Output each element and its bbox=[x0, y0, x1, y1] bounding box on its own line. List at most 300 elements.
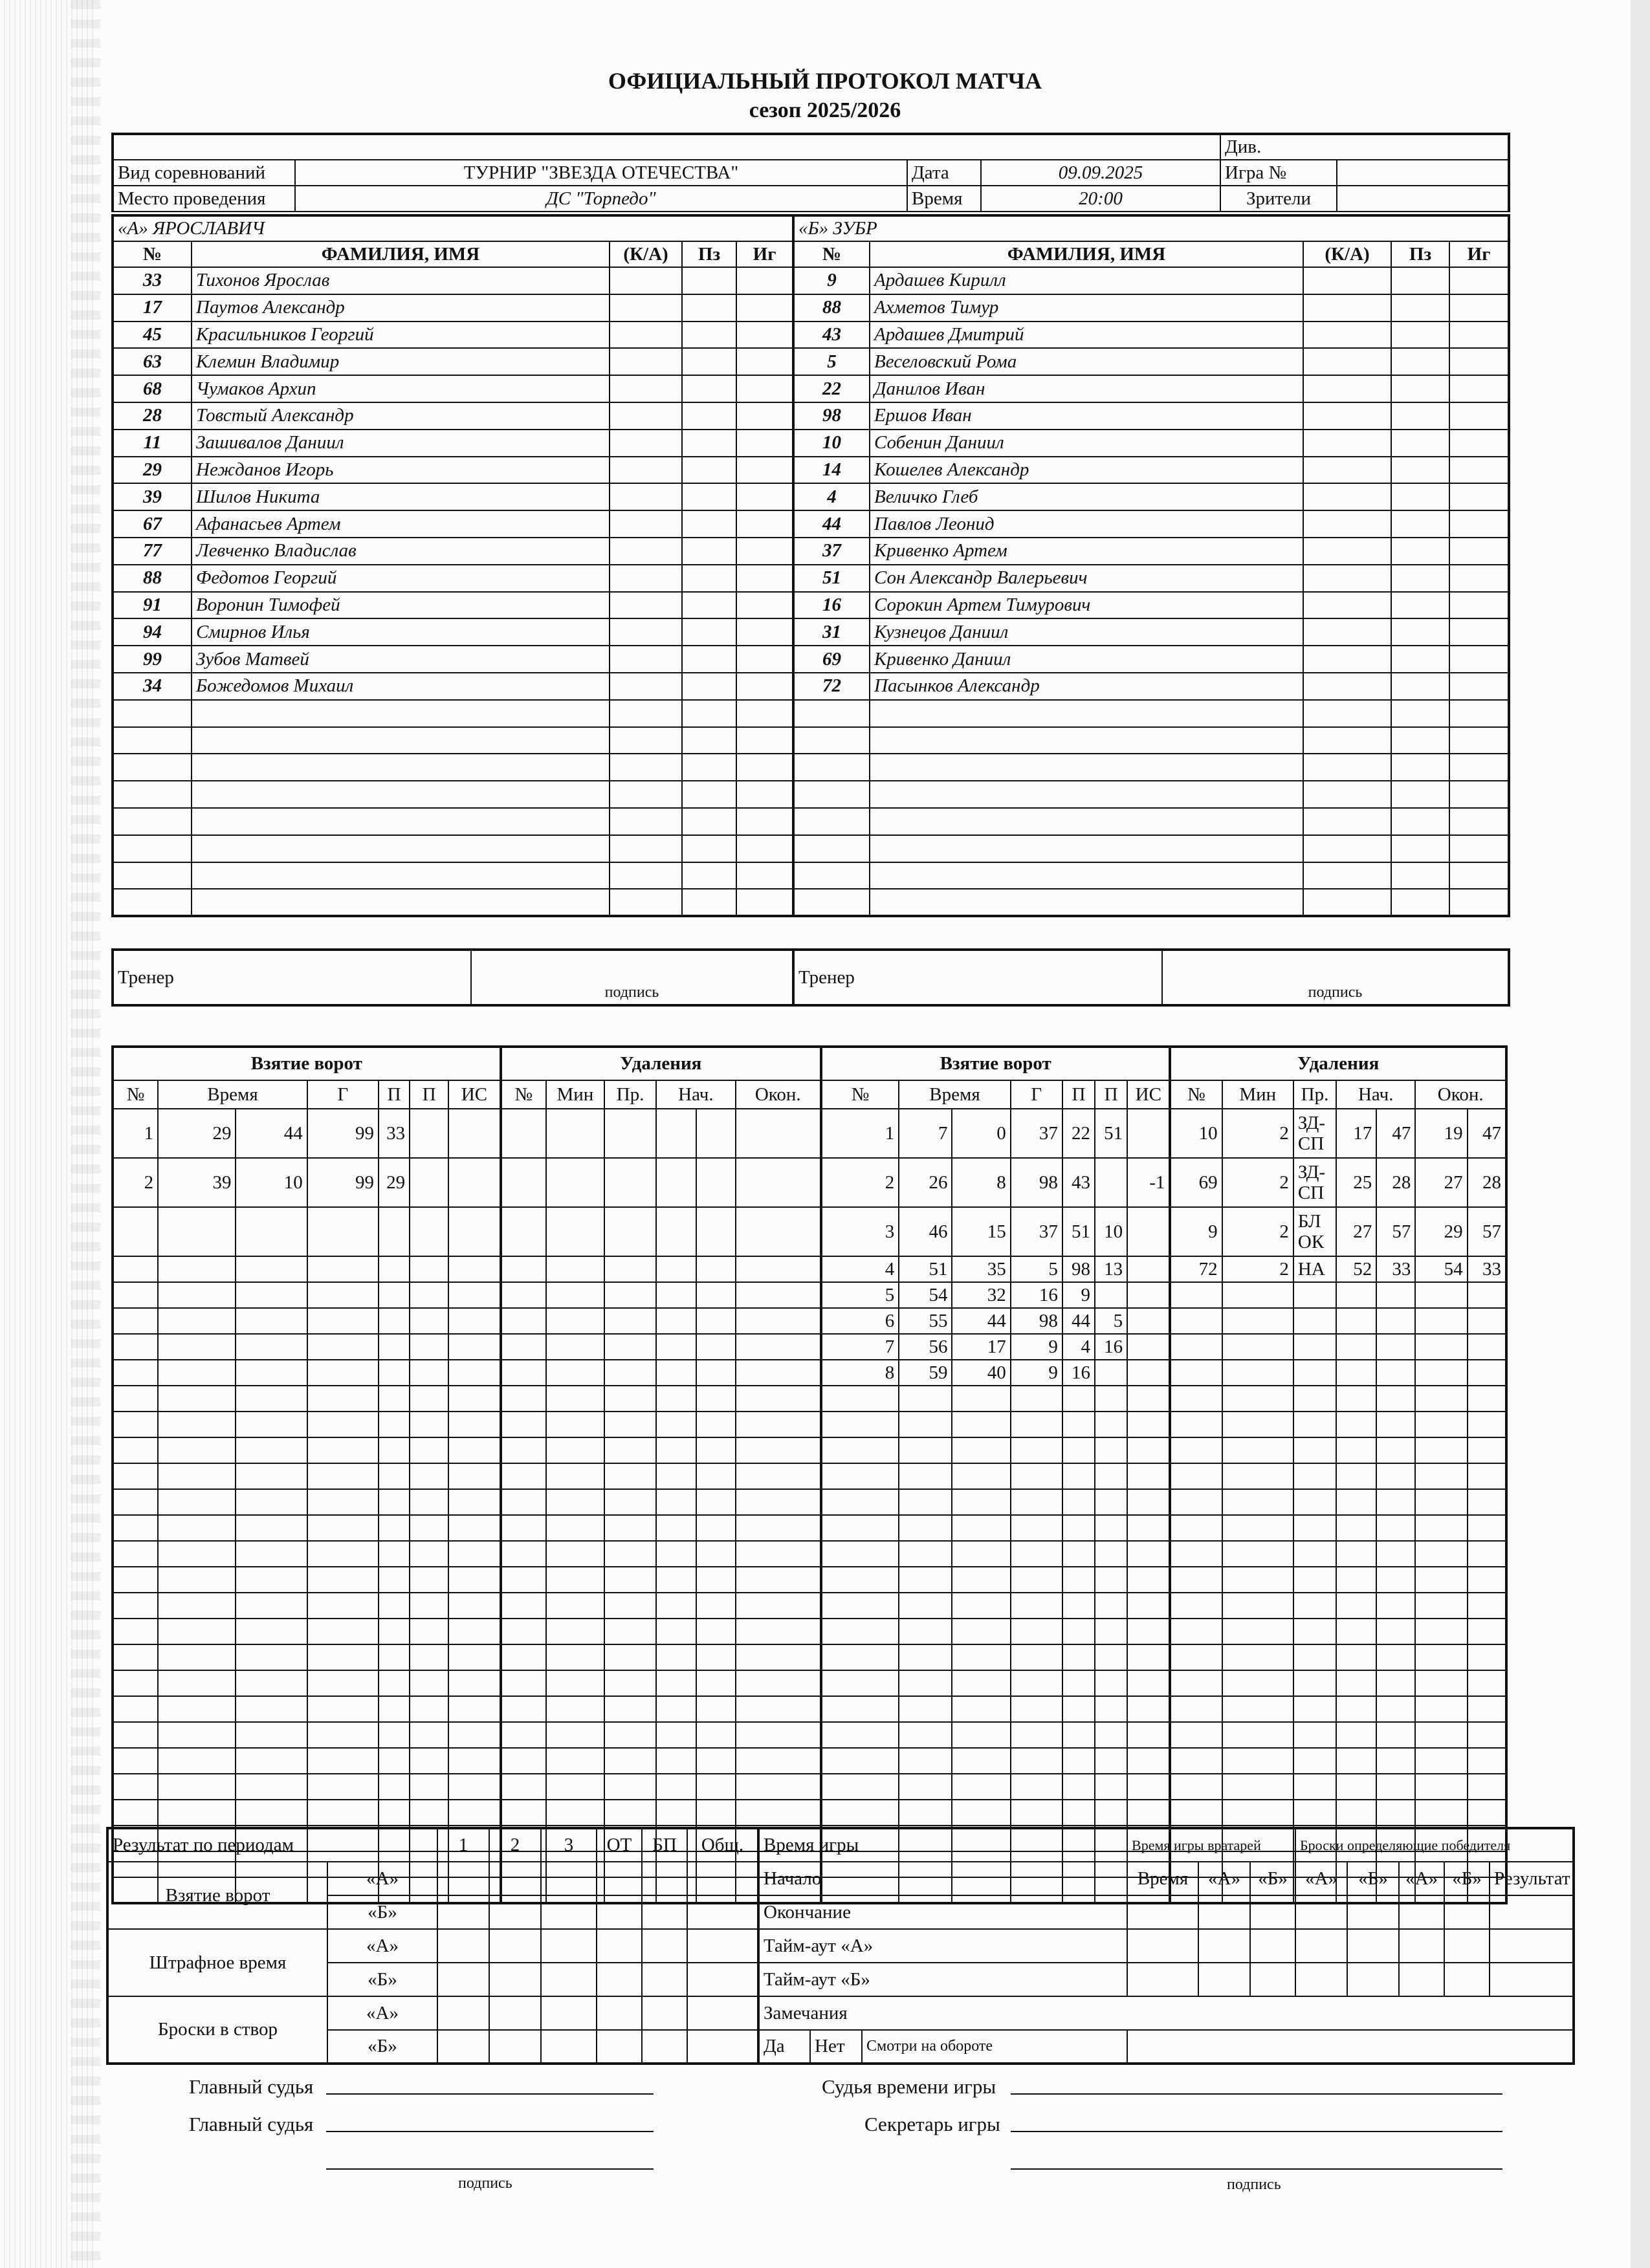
goal-b-n: 7 bbox=[821, 1334, 899, 1360]
player-ig bbox=[736, 510, 793, 538]
pen-a-cell bbox=[656, 1207, 696, 1256]
player-name: Кривенко Артем bbox=[870, 538, 1303, 565]
col-name: ФАМИЛИЯ, ИМЯ bbox=[870, 241, 1303, 267]
goal-b-g bbox=[1011, 1748, 1062, 1774]
team-name: ЗУБР bbox=[833, 218, 877, 239]
period-2: 2 bbox=[489, 1828, 541, 1862]
goal-a-is bbox=[448, 1800, 500, 1826]
pen-b-ss: 47 bbox=[1376, 1109, 1415, 1158]
goal-a-a2 bbox=[410, 1207, 448, 1256]
player-pz bbox=[1391, 754, 1449, 781]
goal-b-min bbox=[899, 1515, 952, 1541]
pen-a-cell bbox=[736, 1619, 821, 1644]
player-ka bbox=[1303, 673, 1391, 700]
goal-a-n bbox=[113, 1619, 158, 1644]
goal-a-a2 bbox=[410, 1308, 448, 1334]
table-row bbox=[113, 1334, 1506, 1360]
goal-b-sec: 17 bbox=[952, 1334, 1010, 1360]
table-row bbox=[113, 1541, 1506, 1567]
table-row bbox=[113, 510, 793, 538]
goal-a-min bbox=[158, 1412, 236, 1437]
table-row bbox=[113, 889, 793, 916]
player-pz bbox=[1391, 294, 1449, 322]
goal-a-min bbox=[158, 1256, 236, 1282]
pen-a-cell bbox=[604, 1109, 656, 1158]
goal-a-n bbox=[113, 1207, 158, 1256]
goal-a-sec bbox=[236, 1489, 307, 1515]
goal-b-a2 bbox=[1095, 1282, 1127, 1308]
pen-b-min: 2 bbox=[1222, 1207, 1293, 1256]
table-row bbox=[793, 348, 1509, 375]
player-pz bbox=[682, 618, 736, 646]
goal-b-a1: 51 bbox=[1062, 1207, 1095, 1256]
pen-b-no bbox=[1170, 1593, 1222, 1619]
pen-b-no bbox=[1170, 1774, 1222, 1800]
pen-b-em bbox=[1415, 1722, 1467, 1748]
goal-a-n bbox=[113, 1567, 158, 1593]
pen-b-no bbox=[1170, 1722, 1222, 1748]
goal-a-g bbox=[307, 1308, 379, 1334]
table-row bbox=[113, 1722, 1506, 1748]
goal-a-sec bbox=[236, 1334, 307, 1360]
table-row bbox=[793, 267, 1509, 294]
gk-time-col: Время bbox=[1127, 1862, 1198, 1895]
pen-a-cell bbox=[736, 1463, 821, 1489]
goal-b-g: 37 bbox=[1011, 1109, 1062, 1158]
goal-b-min bbox=[899, 1748, 952, 1774]
goal-b-a1 bbox=[1062, 1670, 1095, 1696]
player-pz bbox=[1391, 618, 1449, 646]
pen-b-pr bbox=[1293, 1334, 1336, 1360]
player-ig bbox=[736, 483, 793, 510]
goal-b-sec: 40 bbox=[952, 1360, 1010, 1386]
pen-b-em bbox=[1415, 1696, 1467, 1722]
player-ka bbox=[610, 592, 682, 619]
goal-b-n: 4 bbox=[821, 1256, 899, 1282]
pen-b-ss: 57 bbox=[1376, 1207, 1415, 1256]
player-ig bbox=[736, 402, 793, 430]
goal-b-a1: 44 bbox=[1062, 1308, 1095, 1334]
pen-b-em: 27 bbox=[1415, 1158, 1467, 1207]
player-number bbox=[793, 835, 870, 862]
pen-b-ss: 28 bbox=[1376, 1158, 1415, 1207]
pen-b-pr bbox=[1293, 1256, 1336, 1282]
pen-a-cell bbox=[546, 1308, 604, 1334]
goal-a-sec: 44 bbox=[236, 1109, 307, 1158]
player-ka bbox=[1303, 808, 1391, 835]
pen-b-pr bbox=[1293, 1158, 1336, 1207]
result-by-periods-label: Результат по периодам bbox=[107, 1828, 437, 1862]
goal-b-min bbox=[899, 1619, 952, 1644]
goal-a-is bbox=[448, 1619, 500, 1644]
goal-a-n bbox=[113, 1360, 158, 1386]
pen-header-no: № bbox=[1170, 1080, 1222, 1109]
table-row bbox=[113, 1515, 1506, 1541]
goal-b-is bbox=[1127, 1463, 1170, 1489]
pen-a-cell bbox=[501, 1541, 546, 1567]
player-ka bbox=[610, 322, 682, 349]
pen-b-no bbox=[1170, 1489, 1222, 1515]
goal-a-g bbox=[307, 1541, 379, 1567]
pen-b-min bbox=[1222, 1722, 1293, 1748]
goal-b-a1 bbox=[1062, 1515, 1095, 1541]
pen-a-cell bbox=[656, 1386, 696, 1412]
goal-a-a1 bbox=[379, 1386, 410, 1412]
shots-b: «Б» bbox=[327, 2030, 437, 2064]
pen-header-end: Окон. bbox=[736, 1080, 821, 1109]
scan-edge-right bbox=[1631, 0, 1650, 2268]
goal-b-a2 bbox=[1095, 1158, 1127, 1207]
pen-a-cell bbox=[696, 1158, 735, 1207]
pen-header-min: Мин bbox=[1222, 1080, 1293, 1109]
goal-a-a1 bbox=[379, 1489, 410, 1515]
pen-a-cell bbox=[501, 1800, 546, 1826]
player-number: 9 bbox=[793, 267, 870, 294]
goal-a-sec bbox=[236, 1308, 307, 1334]
pen-b-no: 69 bbox=[1170, 1158, 1222, 1207]
table-row bbox=[113, 1670, 1506, 1696]
table-row bbox=[113, 646, 793, 673]
pen-a-cell bbox=[546, 1386, 604, 1412]
goal-b-n: 3 bbox=[821, 1207, 899, 1256]
goal-header-time: Время bbox=[158, 1080, 307, 1109]
player-ig bbox=[736, 430, 793, 457]
goal-b-a1: 98 bbox=[1062, 1256, 1095, 1282]
pen-a-cell bbox=[736, 1282, 821, 1308]
goal-a-g bbox=[307, 1334, 379, 1360]
goal-b-sec bbox=[952, 1515, 1010, 1541]
player-pz bbox=[1391, 808, 1449, 835]
pen-b-pr bbox=[1293, 1207, 1336, 1256]
player-pz bbox=[682, 592, 736, 619]
player-ka bbox=[1303, 457, 1391, 484]
pen-a-cell bbox=[696, 1282, 735, 1308]
so-b-col-1: «Б» bbox=[1347, 1862, 1399, 1895]
goal-b-min bbox=[899, 1644, 952, 1670]
table-row bbox=[113, 1386, 1506, 1412]
player-name bbox=[192, 727, 610, 754]
goal-header-no: № bbox=[113, 1080, 158, 1109]
table-row bbox=[113, 1109, 1506, 1158]
goal-a-min bbox=[158, 1386, 236, 1412]
goal-a-min: 39 bbox=[158, 1158, 236, 1207]
pen-a-cell bbox=[546, 1109, 604, 1158]
player-name: Сорокин Артем Тимурович bbox=[870, 592, 1303, 619]
player-name bbox=[870, 754, 1303, 781]
player-ig bbox=[736, 754, 793, 781]
goal-a-g bbox=[307, 1800, 379, 1826]
pen-b-em: 19 bbox=[1415, 1109, 1467, 1158]
goal-b-sec: 32 bbox=[952, 1282, 1010, 1308]
goal-a-a2 bbox=[410, 1109, 448, 1158]
pen-a-cell bbox=[656, 1515, 696, 1541]
player-ka bbox=[610, 727, 682, 754]
table-row bbox=[793, 322, 1509, 349]
goal-b-a1 bbox=[1062, 1437, 1095, 1463]
goal-b-is bbox=[1127, 1109, 1170, 1158]
pen-b-es bbox=[1468, 1489, 1506, 1515]
player-name: Левченко Владислав bbox=[192, 538, 610, 565]
goal-a-is bbox=[448, 1207, 500, 1256]
goal-b-min bbox=[899, 1696, 952, 1722]
player-pz bbox=[682, 510, 736, 538]
game-no-label: Игра № bbox=[1220, 160, 1337, 186]
table-row bbox=[113, 1800, 1506, 1826]
pen-a-cell bbox=[546, 1256, 604, 1282]
goal-b-a2 bbox=[1095, 1644, 1127, 1670]
goal-a-sec bbox=[236, 1696, 307, 1722]
table-row bbox=[113, 1308, 1506, 1334]
goal-a-a1: 29 bbox=[379, 1158, 410, 1207]
player-name bbox=[870, 835, 1303, 862]
pen-b-ss bbox=[1376, 1619, 1415, 1644]
player-pz bbox=[682, 781, 736, 808]
pen-header-pr: Пр. bbox=[1293, 1080, 1336, 1109]
goal-b-min: 7 bbox=[899, 1109, 952, 1158]
goal-a-n bbox=[113, 1437, 158, 1463]
pen-b-es bbox=[1468, 1437, 1506, 1463]
player-number bbox=[793, 754, 870, 781]
goal-a-g bbox=[307, 1722, 379, 1748]
chief-referee-label-2: Главный судья bbox=[189, 2113, 314, 2135]
goal-a-n: 2 bbox=[113, 1158, 158, 1207]
player-name: Смирнов Илья bbox=[192, 618, 610, 646]
player-ka bbox=[1303, 348, 1391, 375]
so-a-col-1: «А» bbox=[1295, 1862, 1347, 1895]
player-name: Клемин Владимир bbox=[192, 348, 610, 375]
venue-label: Место проведения bbox=[113, 186, 295, 212]
goals-b: «Б» bbox=[327, 1895, 437, 1929]
pen-a-cell bbox=[696, 1109, 735, 1158]
table-row bbox=[793, 727, 1509, 754]
pen-b-ss bbox=[1376, 1386, 1415, 1412]
player-ig bbox=[1449, 618, 1509, 646]
pen-header-start: Нач. bbox=[656, 1080, 735, 1109]
pen-a-cell bbox=[604, 1334, 656, 1360]
player-pz bbox=[1391, 835, 1449, 862]
goal-a-a2 bbox=[410, 1437, 448, 1463]
pen-a-cell bbox=[736, 1696, 821, 1722]
pen-b-em bbox=[1415, 1437, 1467, 1463]
table-row bbox=[113, 618, 793, 646]
goal-a-a2 bbox=[410, 1593, 448, 1619]
pen-a-cell bbox=[656, 1360, 696, 1386]
goal-a-n bbox=[113, 1334, 158, 1360]
table-row bbox=[113, 1748, 1506, 1774]
player-ka bbox=[610, 781, 682, 808]
pen-b-em bbox=[1415, 1670, 1467, 1696]
goal-a-a2 bbox=[410, 1696, 448, 1722]
pen-b-no bbox=[1170, 1334, 1222, 1360]
table-row bbox=[113, 808, 793, 835]
player-name bbox=[870, 889, 1303, 916]
player-ig bbox=[1449, 835, 1509, 862]
pen-b-es bbox=[1468, 1593, 1506, 1619]
pen-b-em: 54 bbox=[1415, 1256, 1467, 1282]
goal-a-is bbox=[448, 1463, 500, 1489]
player-ig bbox=[736, 592, 793, 619]
pen-b-es: 57 bbox=[1468, 1207, 1506, 1256]
table-row bbox=[113, 375, 793, 402]
goal-a-min bbox=[158, 1774, 236, 1800]
goal-a-is bbox=[448, 1593, 500, 1619]
pen-b-em bbox=[1415, 1593, 1467, 1619]
pen-header-end: Окон. bbox=[1415, 1080, 1506, 1109]
timekeeper-line bbox=[1011, 2093, 1502, 2095]
pen-a-cell bbox=[736, 1109, 821, 1158]
so-a-col-2: «А» bbox=[1399, 1862, 1444, 1895]
goal-b-a2: 13 bbox=[1095, 1256, 1127, 1282]
pen-b-es bbox=[1468, 1463, 1506, 1489]
pen-a-cell bbox=[604, 1800, 656, 1826]
goal-header-a1: П bbox=[379, 1080, 410, 1109]
goal-a-a2 bbox=[410, 1489, 448, 1515]
player-pz bbox=[682, 375, 736, 402]
pen-b-es bbox=[1468, 1334, 1506, 1360]
pen-a-cell bbox=[546, 1593, 604, 1619]
player-ka bbox=[610, 646, 682, 673]
chief-referee-line-1 bbox=[326, 2093, 654, 2095]
pen-b-sm: 17 bbox=[1336, 1109, 1376, 1158]
player-ka bbox=[1303, 510, 1391, 538]
player-ka bbox=[1303, 781, 1391, 808]
player-ig bbox=[1449, 538, 1509, 565]
player-number: 91 bbox=[113, 592, 192, 619]
pen-a-cell bbox=[501, 1748, 546, 1774]
goal-a-sec bbox=[236, 1515, 307, 1541]
pen-b-no bbox=[1170, 1386, 1222, 1412]
table-row bbox=[113, 1489, 1506, 1515]
pen-a-cell bbox=[696, 1800, 735, 1826]
goal-a-sec bbox=[236, 1360, 307, 1386]
goal-a-sec bbox=[236, 1644, 307, 1670]
penalties-b-title: Удаления bbox=[1170, 1047, 1506, 1080]
player-pz bbox=[682, 483, 736, 510]
so-shots-label: Броски определяющие победителя bbox=[1295, 1828, 1574, 1862]
team-label: «А» bbox=[118, 218, 148, 239]
pen-b-em bbox=[1415, 1800, 1467, 1826]
player-ig bbox=[1449, 565, 1509, 592]
goal-b-is bbox=[1127, 1774, 1170, 1800]
player-name: Собенин Даниил bbox=[870, 430, 1303, 457]
pen-a-cell bbox=[696, 1748, 735, 1774]
pen-b-sm bbox=[1336, 1386, 1376, 1412]
pen-b-em bbox=[1415, 1282, 1467, 1308]
pen-a-cell bbox=[656, 1463, 696, 1489]
goal-b-g bbox=[1011, 1774, 1062, 1800]
player-number bbox=[113, 835, 192, 862]
pen-b-no bbox=[1170, 1412, 1222, 1437]
player-pz bbox=[682, 538, 736, 565]
player-ig bbox=[736, 538, 793, 565]
goal-a-a2 bbox=[410, 1619, 448, 1644]
table-row bbox=[113, 483, 793, 510]
pen-a-cell bbox=[604, 1722, 656, 1748]
goal-a-min bbox=[158, 1282, 236, 1308]
goal-b-is bbox=[1127, 1748, 1170, 1774]
timeout-b-label: Тайм-аут «Б» bbox=[758, 1963, 1127, 1996]
player-ka bbox=[610, 889, 682, 916]
goal-b-is bbox=[1127, 1619, 1170, 1644]
gk-time-label: Время игры вратарей bbox=[1127, 1828, 1295, 1862]
player-ka bbox=[1303, 538, 1391, 565]
goal-b-min bbox=[899, 1412, 952, 1437]
player-name: Зубов Матвей bbox=[192, 646, 610, 673]
roster-team-b bbox=[792, 214, 1510, 917]
goal-b-g bbox=[1011, 1800, 1062, 1826]
goal-b-g bbox=[1011, 1515, 1062, 1541]
col-pz: Пз bbox=[682, 241, 736, 267]
pen-a-cell bbox=[501, 1670, 546, 1696]
pen-a-cell bbox=[656, 1412, 696, 1437]
pen-b-em bbox=[1415, 1463, 1467, 1489]
pen-a-cell bbox=[604, 1437, 656, 1463]
goal-b-a2: 51 bbox=[1095, 1109, 1127, 1158]
team-title bbox=[793, 215, 1509, 241]
goal-a-min bbox=[158, 1670, 236, 1696]
period-3: 3 bbox=[541, 1828, 597, 1862]
goal-a-a1 bbox=[379, 1308, 410, 1334]
goal-header-a2: П bbox=[410, 1080, 448, 1109]
player-ka bbox=[1303, 646, 1391, 673]
player-number: 88 bbox=[113, 565, 192, 592]
player-pz bbox=[1391, 727, 1449, 754]
player-ig bbox=[1449, 646, 1509, 673]
player-number bbox=[113, 808, 192, 835]
pen-b-sm bbox=[1336, 1774, 1376, 1800]
pen-a-cell bbox=[501, 1593, 546, 1619]
table-row bbox=[113, 538, 793, 565]
goal-b-g bbox=[1011, 1593, 1062, 1619]
player-name: Ершов Иван bbox=[870, 402, 1303, 430]
player-number: 88 bbox=[793, 294, 870, 322]
pen-b-pr bbox=[1293, 1282, 1336, 1308]
player-ka bbox=[610, 402, 682, 430]
goal-b-is bbox=[1127, 1282, 1170, 1308]
player-number: 34 bbox=[113, 673, 192, 700]
pen-a-cell bbox=[546, 1800, 604, 1826]
goal-a-a2 bbox=[410, 1282, 448, 1308]
goal-header-g: Г bbox=[1011, 1080, 1062, 1109]
goal-b-a1 bbox=[1062, 1748, 1095, 1774]
pen-b-sm bbox=[1336, 1334, 1376, 1360]
goal-a-a2 bbox=[410, 1567, 448, 1593]
goal-b-a2 bbox=[1095, 1515, 1127, 1541]
player-name: Паутов Александр bbox=[192, 294, 610, 322]
pen-b-ss bbox=[1376, 1644, 1415, 1670]
goal-b-n bbox=[821, 1386, 899, 1412]
pen-b-min bbox=[1222, 1644, 1293, 1670]
pen-a-cell bbox=[546, 1515, 604, 1541]
player-ka bbox=[1303, 862, 1391, 889]
goal-b-sec: 15 bbox=[952, 1207, 1010, 1256]
goal-b-sec bbox=[952, 1696, 1010, 1722]
pen-b-ss: 33 bbox=[1376, 1256, 1415, 1282]
pen-b-pr bbox=[1293, 1800, 1336, 1826]
scan-edge-stripe bbox=[71, 0, 100, 2268]
table-row bbox=[113, 673, 793, 700]
pim-b: «Б» bbox=[327, 1963, 437, 1996]
goal-b-min: 51 bbox=[899, 1256, 952, 1282]
goal-a-a1 bbox=[379, 1256, 410, 1282]
pen-b-sm bbox=[1336, 1567, 1376, 1593]
pen-b-no: 10 bbox=[1170, 1109, 1222, 1158]
signature-line-left bbox=[326, 2168, 654, 2170]
player-pz bbox=[1391, 322, 1449, 349]
pen-b-sm: 27 bbox=[1336, 1207, 1376, 1256]
player-number: 77 bbox=[113, 538, 192, 565]
team-name: ЯРОСЛАВИЧ bbox=[152, 218, 265, 239]
